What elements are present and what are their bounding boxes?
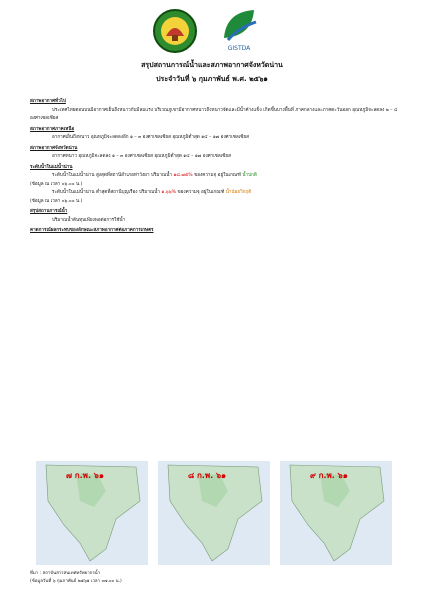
page-header bbox=[0, 6, 424, 56]
map-caption-3 bbox=[280, 453, 392, 461]
footer-data-date: (ข้อมูลวันที่ ๖ กุมภาพันธ์ ๒๕๖๑ เวลา ๐๗.๐๐ น.) bbox=[30, 579, 122, 584]
page-title: สรุปสถานการณ์น้ำและสภาพอากาศจังหวัดน่าน bbox=[141, 61, 283, 69]
water-downstream-prefix: ระดับน้ำในแม่น้ำน่าน ต่ำสุดที่สถานีบุญเรือง ปริมาณน้ำ bbox=[52, 190, 160, 195]
section-reservoir-body: ปริมาณน้ำต้นทุนเพียงพอต่อการใช้น้ำ bbox=[52, 217, 126, 223]
water-downstream-line bbox=[30, 189, 398, 198]
water-downstream-data: (ข้อมูล ณ เวลา ๐๖.๐๐ น.) bbox=[30, 198, 83, 204]
map-date-3: ๙ ก.พ. ๖๑ bbox=[310, 471, 348, 480]
page-date: ประจำวันที่ ๖ กุมภาพันธ์ พ.ศ. ๒๕๖๑ bbox=[156, 75, 268, 83]
water-upstream-status: น้ำปกติ bbox=[242, 173, 257, 178]
water-upstream-line bbox=[30, 172, 398, 181]
footer-source: ที่มา : สถาบันสารสนเทศทรัพยากรน้ำ bbox=[30, 571, 101, 576]
gistda-logo bbox=[216, 6, 262, 56]
title-block bbox=[0, 58, 424, 86]
water-downstream-mid: ของความจุ อยู่ในเกณฑ์ bbox=[177, 190, 225, 195]
rid-emblem-logo bbox=[152, 8, 198, 54]
map-caption-1 bbox=[36, 453, 148, 461]
svg-text:GISTDA: GISTDA bbox=[227, 45, 251, 52]
map-date-1: ๗ ก.พ. ๖๑ bbox=[66, 471, 104, 480]
forecast-map-3 bbox=[280, 453, 392, 567]
page-footer bbox=[30, 570, 398, 586]
section-general-body: ประเทศไทยตอนบนมีอากาศเย็นถึงหนาวกับมีลมแรง บริเวณภูเขามีอากาศหนาวถึงหนาวจัดและมีน้ำค้างแข็ง เกิดขึ้นบางพื้นที่ ภาคกลางและภาคตะวันออก อุณหภูมิจะลดลง ๒ – ๔ องศาเซลเซียส bbox=[30, 107, 398, 121]
water-upstream-prefix: ระดับน้ำในแม่น้ำน่าน สูงสุดที่สถานีอำเภอท่าวังผา ปริมาณน้ำ bbox=[52, 173, 172, 178]
section-nan-body: อากาศหนาว อุณหภูมิจะลดลง ๑ – ๓ องศาเซลเซียส อุณหภูมิต่ำสุด ๑๔ – ๑๗ องศาเซลเซียส bbox=[52, 154, 231, 159]
section-north-body: อากาศเย็นถึงหนาว อุณหภูมิจะลดลงอีก ๑ – ๓ องศาเซลเซียส อุณหภูมิต่ำสุด ๑๔ – ๑๗ องศาเซลเซียส bbox=[52, 135, 249, 140]
section-water-heading: ระดับน้ำในแม่น้ำน่าน bbox=[30, 164, 73, 170]
section-north-heading: สภาพอากาศภาคเหนือ bbox=[30, 126, 75, 132]
map-date-2: ๘ ก.พ. ๖๑ bbox=[188, 471, 227, 480]
section-reservoir-heading: สรุปสถานการณ์น้ำ bbox=[30, 209, 68, 214]
section-forecast-heading: คาดการณ์ผลกระทบของลักษณะสภาพอากาศต่อภาคการเกษตร bbox=[30, 228, 154, 233]
forecast-map-1 bbox=[36, 453, 148, 567]
water-downstream-status: น้ำน้อยวิกฤติ bbox=[225, 190, 252, 195]
water-upstream-mid: ของความจุ อยู่ในเกณฑ์ bbox=[194, 173, 241, 178]
section-general-heading: สภาพอากาศทั่วไป bbox=[30, 99, 66, 104]
water-downstream-value: ๑.๖๖% bbox=[161, 190, 176, 195]
forecast-maps bbox=[36, 453, 392, 567]
section-nan-heading: สภาพอากาศจังหวัดน่าน bbox=[30, 145, 78, 151]
report-content bbox=[30, 96, 398, 236]
forecast-map-2 bbox=[158, 453, 270, 567]
water-upstream-value: ๑๘.๗๕% bbox=[173, 173, 193, 178]
map-caption-2 bbox=[158, 453, 270, 461]
water-upstream-data: (ข้อมูล ณ เวลา ๐๖.๐๐ น.) bbox=[30, 181, 83, 187]
